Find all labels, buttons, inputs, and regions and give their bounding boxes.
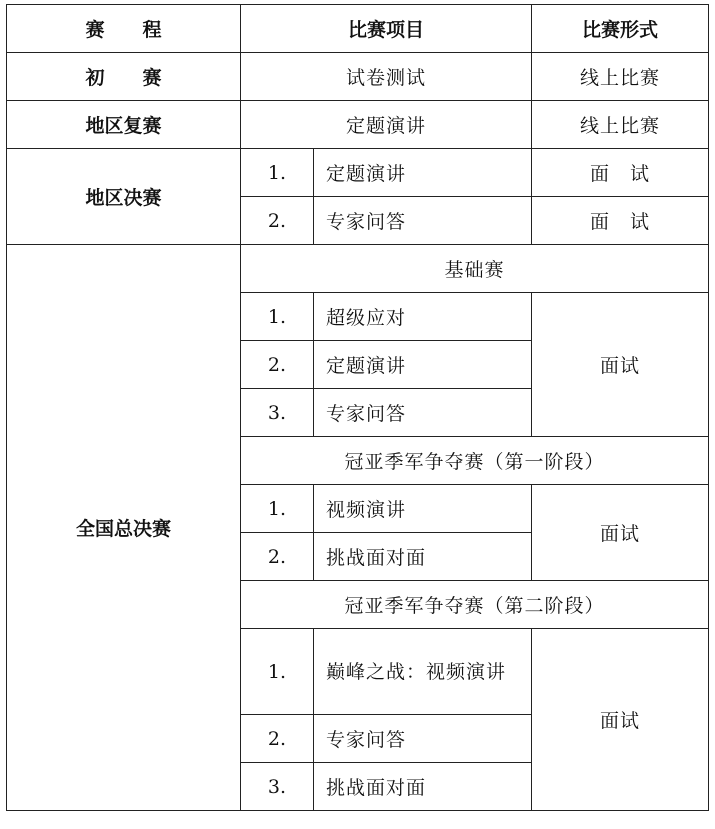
- table-row: [7, 149, 709, 197]
- format-cell: 面试: [532, 629, 709, 811]
- header-stage: 赛 程: [7, 5, 241, 53]
- format-cell: 面试: [532, 293, 709, 437]
- item-cell: 巅峰之战：视频演讲: [314, 629, 532, 715]
- format-cell: 线上比赛: [532, 101, 709, 149]
- table-row: [7, 101, 709, 149]
- item-cell: 视频演讲: [314, 485, 532, 533]
- table-row: [7, 53, 709, 101]
- item-cell: 定题演讲: [314, 341, 532, 389]
- item-cell: 专家问答: [314, 715, 532, 763]
- item-cell: 定题演讲: [241, 101, 532, 149]
- format-cell: 线上比赛: [532, 53, 709, 101]
- item-cell: 专家问答: [314, 197, 532, 245]
- item-number: 1.: [241, 293, 314, 341]
- item-cell: 挑战面对面: [314, 533, 532, 581]
- stage-cell: 全国总决赛: [7, 245, 241, 811]
- item-number: 2.: [241, 341, 314, 389]
- stage-cell: 地区决赛: [7, 149, 241, 245]
- item-number: 1.: [241, 485, 314, 533]
- stage-cell: 初 赛: [7, 53, 241, 101]
- item-number: 3.: [241, 389, 314, 437]
- item-cell: 专家问答: [314, 389, 532, 437]
- header-format: 比赛形式: [532, 5, 709, 53]
- competition-schedule-table: [6, 4, 709, 811]
- format-cell: 面 试: [532, 149, 709, 197]
- item-cell: 定题演讲: [314, 149, 532, 197]
- section-title: 冠亚季军争夺赛（第一阶段）: [241, 437, 709, 485]
- header-row: [7, 5, 709, 53]
- stage-cell: 地区复赛: [7, 101, 241, 149]
- item-cell: 超级应对: [314, 293, 532, 341]
- item-cell: 挑战面对面: [314, 763, 532, 811]
- format-cell: 面试: [532, 485, 709, 581]
- item-number: 2.: [241, 197, 314, 245]
- table-row: [7, 245, 709, 293]
- header-item: 比赛项目: [241, 5, 532, 53]
- item-number: 1.: [241, 629, 314, 715]
- item-number: 2.: [241, 715, 314, 763]
- section-title: 冠亚季军争夺赛（第二阶段）: [241, 581, 709, 629]
- section-title: 基础赛: [241, 245, 709, 293]
- item-number: 3.: [241, 763, 314, 811]
- item-number: 2.: [241, 533, 314, 581]
- format-cell: 面 试: [532, 197, 709, 245]
- item-cell: 试卷测试: [241, 53, 532, 101]
- item-number: 1.: [241, 149, 314, 197]
